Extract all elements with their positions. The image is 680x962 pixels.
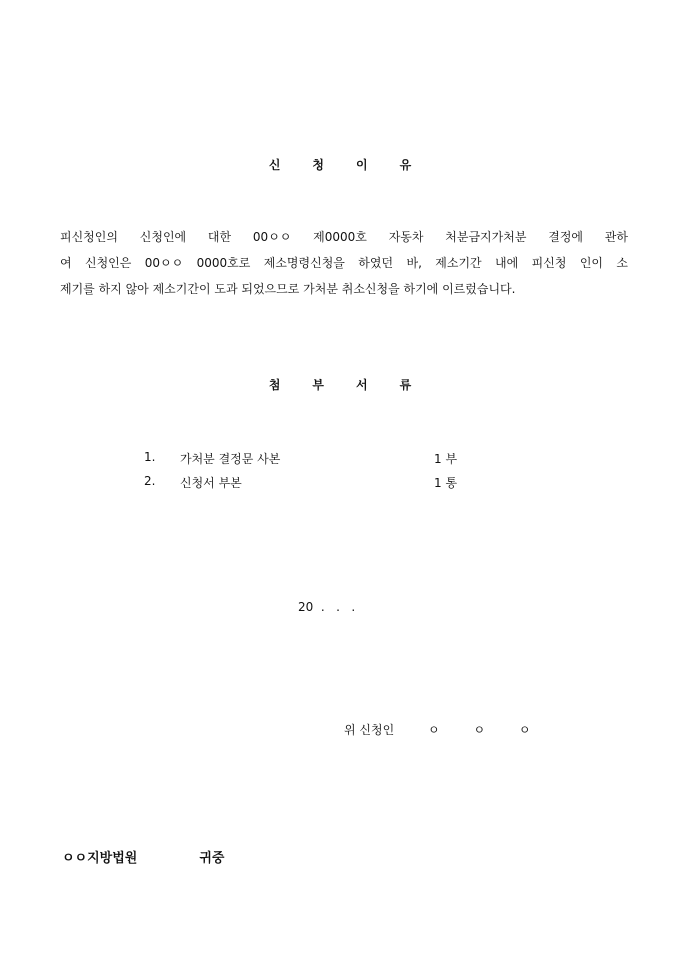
section-title-reason: [0, 156, 680, 173]
attachment-item: [144, 474, 474, 498]
title-char: 청: [312, 158, 324, 172]
attachment-name: 신청서 부본: [180, 476, 242, 490]
date-line: 20 . . .: [298, 600, 356, 614]
attachment-quantity: 1 부: [434, 452, 458, 466]
court-addressee: [62, 847, 224, 866]
reason-line: 피신청인의 신청인에 대한 00ㅇㅇ 제0000호 자동차 처분금지가처분 결정에 관하: [60, 230, 628, 244]
attachment-number: 1.: [144, 450, 156, 464]
title-char: 유: [399, 158, 412, 172]
title-char: 신: [268, 158, 281, 172]
reason-paragraph: [60, 224, 628, 302]
title-char: 서: [356, 378, 368, 392]
title-char: 부: [312, 378, 324, 392]
applicant-label: 위 신청인: [344, 723, 395, 737]
applicant-name-char: ㅇ: [518, 723, 531, 737]
attachment-quantity: 1 통: [434, 476, 458, 490]
reason-line: 여 신청인은 00ㅇㅇ 0000호로 제소명령신청을 하였던 바, 제소기간 내에 피신청 인이 소: [60, 256, 628, 270]
title-char: 첨: [268, 378, 281, 392]
applicant-name-char: ㅇ: [428, 723, 440, 737]
title-char: 류: [399, 378, 412, 392]
reason-line: 제기를 하지 않아 제소기간이 도과 되었으므로 가처분 취소신청을 하기에 이르렀습니다.: [60, 282, 516, 296]
attachment-name: 가처분 결정문 사본: [180, 452, 281, 466]
section-title-attachments: [0, 376, 680, 393]
attachment-item: [144, 450, 474, 474]
applicant-name-char: ㅇ: [473, 723, 486, 737]
attachment-number: 2.: [144, 474, 156, 488]
title-char: 이: [356, 158, 368, 172]
court-name: ㅇㅇ지방법원: [62, 851, 138, 866]
court-suffix: 귀중: [199, 851, 225, 866]
attachment-list: [144, 450, 474, 498]
applicant-signature: [344, 721, 530, 738]
